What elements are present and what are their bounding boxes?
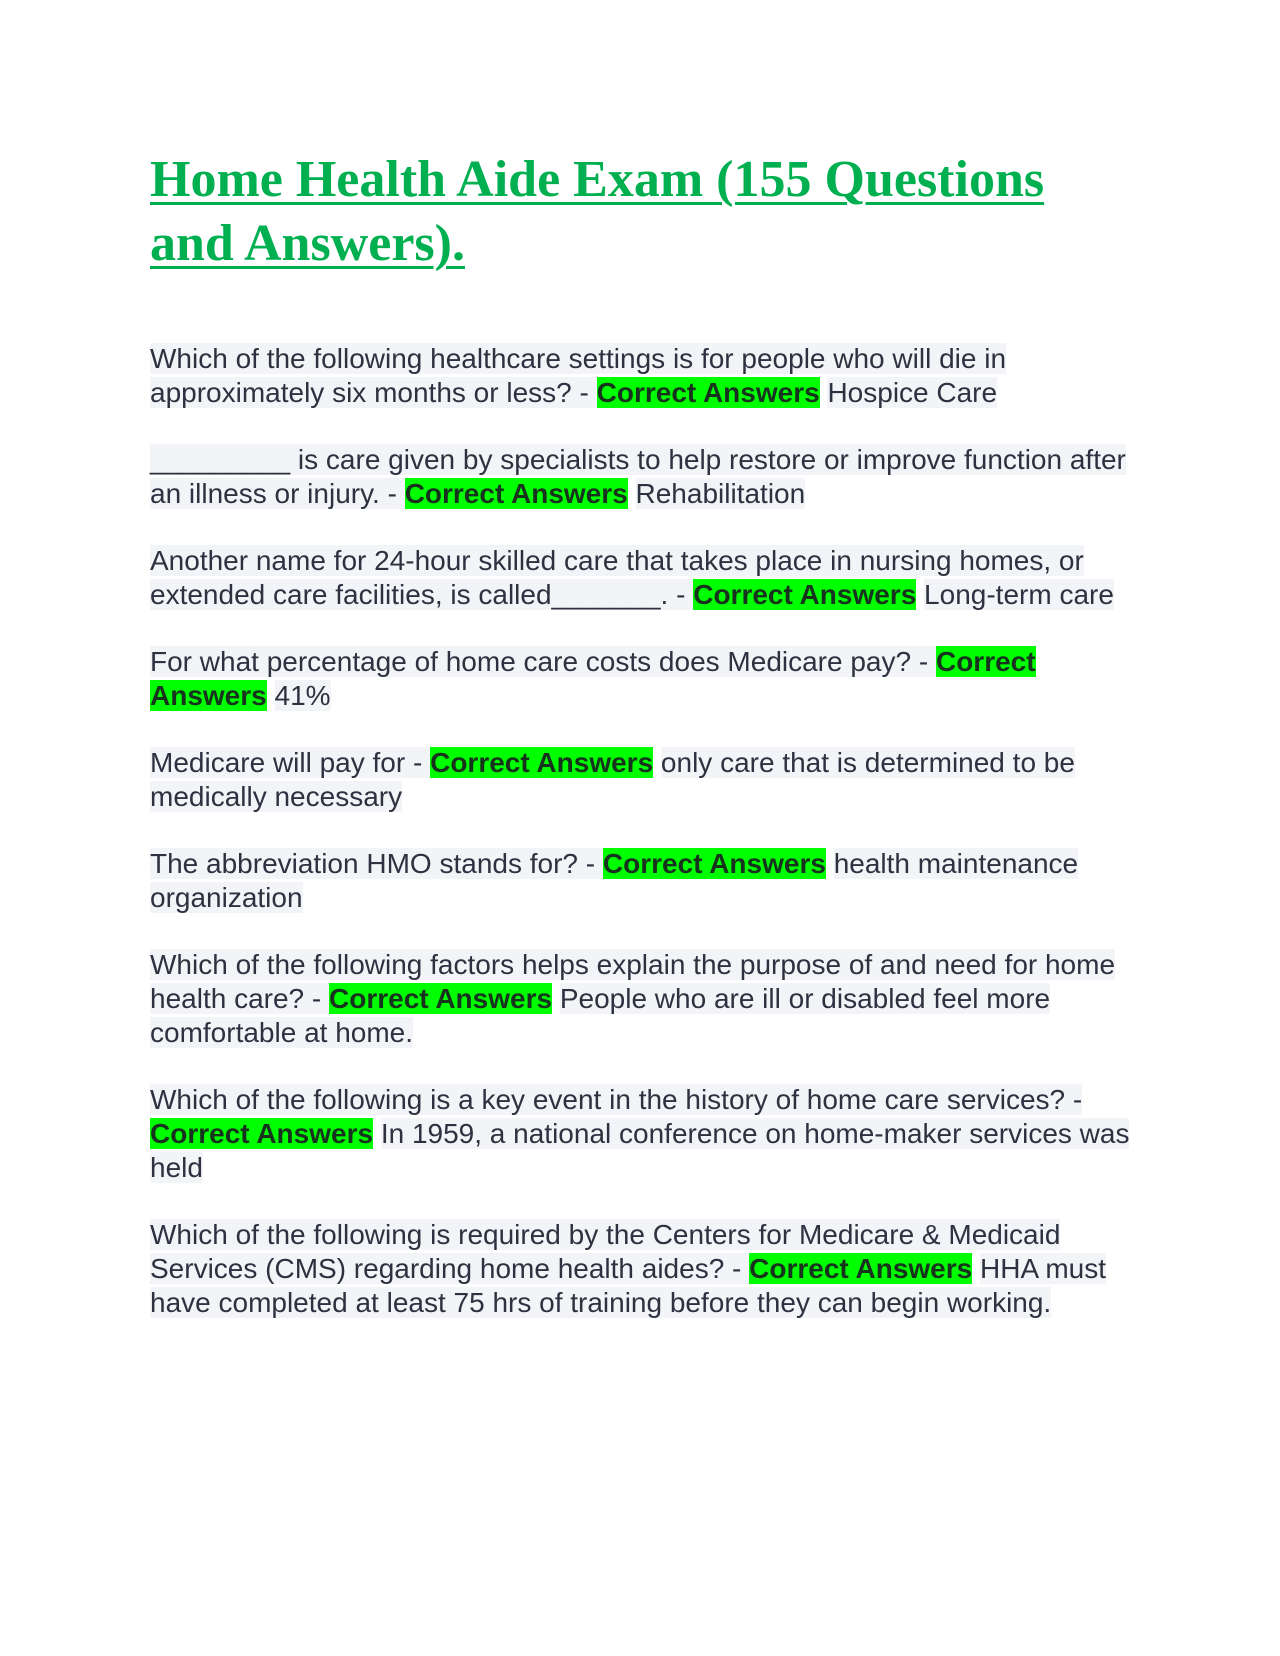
qa-item [150, 746, 1130, 814]
separator: - [379, 478, 405, 509]
question-text: _________ is care given by specialists to help restore or improve function after an illness or injury. [150, 444, 1126, 509]
qa-item [150, 1083, 1130, 1185]
correct-answers-label: Correct Answers [150, 1118, 374, 1149]
separator: - [1065, 1084, 1083, 1115]
answer-text: Rehabilitation [635, 478, 806, 509]
qa-item [150, 948, 1130, 1050]
correct-answers-label: Correct Answers [150, 646, 1036, 711]
correct-answers-label: Correct Answers [693, 579, 917, 610]
question-text: Another name for 24-hour skilled care that takes place in nursing homes, or extended care facilities, is called_______. [150, 545, 1084, 610]
correct-answers-label: Correct Answers [430, 747, 654, 778]
answer-text: HHA must have completed at least 75 hrs of training before they can begin working. [150, 1253, 1107, 1318]
answer-text: Long-term care [924, 579, 1114, 610]
separator: - [724, 1253, 750, 1284]
separator: - [668, 579, 694, 610]
qa-item [150, 1218, 1130, 1320]
question-text: Medicare will pay for [150, 747, 406, 778]
answer-text: Hospice Care [827, 377, 998, 408]
separator: - [405, 747, 431, 778]
correct-answers-label: Correct Answers [596, 377, 820, 408]
correct-answers-label: Correct Answers [749, 1253, 973, 1284]
answer-text: health maintenance organization [150, 848, 1079, 913]
question-text: Which of the following is required by the Centers for Medicare & Medicaid Services (CMS) regarding home health aides? [150, 1219, 1061, 1284]
question-text: For what percentage of home care costs does Medicare pay? [150, 646, 912, 677]
qa-item [150, 342, 1130, 410]
separator: - [577, 848, 603, 879]
answer-text: only care that is determined to be medically necessary [150, 747, 1075, 812]
correct-answers-label: Correct Answers [602, 848, 826, 879]
question-text: The abbreviation HMO stands for? [150, 848, 578, 879]
separator: - [304, 983, 329, 1014]
qa-item [150, 443, 1130, 511]
question-text: Which of the following healthcare settings is for people who will die in approximately six months or less? [150, 343, 1007, 408]
answer-text: People who are ill or disabled feel more comfortable at home. [150, 983, 1051, 1048]
qa-list [150, 342, 1130, 1353]
qa-item [150, 645, 1130, 713]
answer-text: In 1959, a national conference on home-maker services was held [150, 1118, 1130, 1183]
answer-text: 41% [274, 680, 331, 711]
qa-item [150, 544, 1130, 612]
separator: - [571, 377, 597, 408]
question-text: Which of the following is a key event in the history of home care services? [150, 1084, 1066, 1115]
separator: - [911, 646, 936, 677]
qa-item [150, 847, 1130, 915]
correct-answers-label: Correct Answers [404, 478, 628, 509]
correct-answers-label: Correct Answers [329, 983, 553, 1014]
question-text: Which of the following factors helps explain the purpose of and need for home health care? [150, 949, 1116, 1014]
document-title: Home Health Aide Exam (155 Questions and Answers). [150, 151, 1045, 272]
